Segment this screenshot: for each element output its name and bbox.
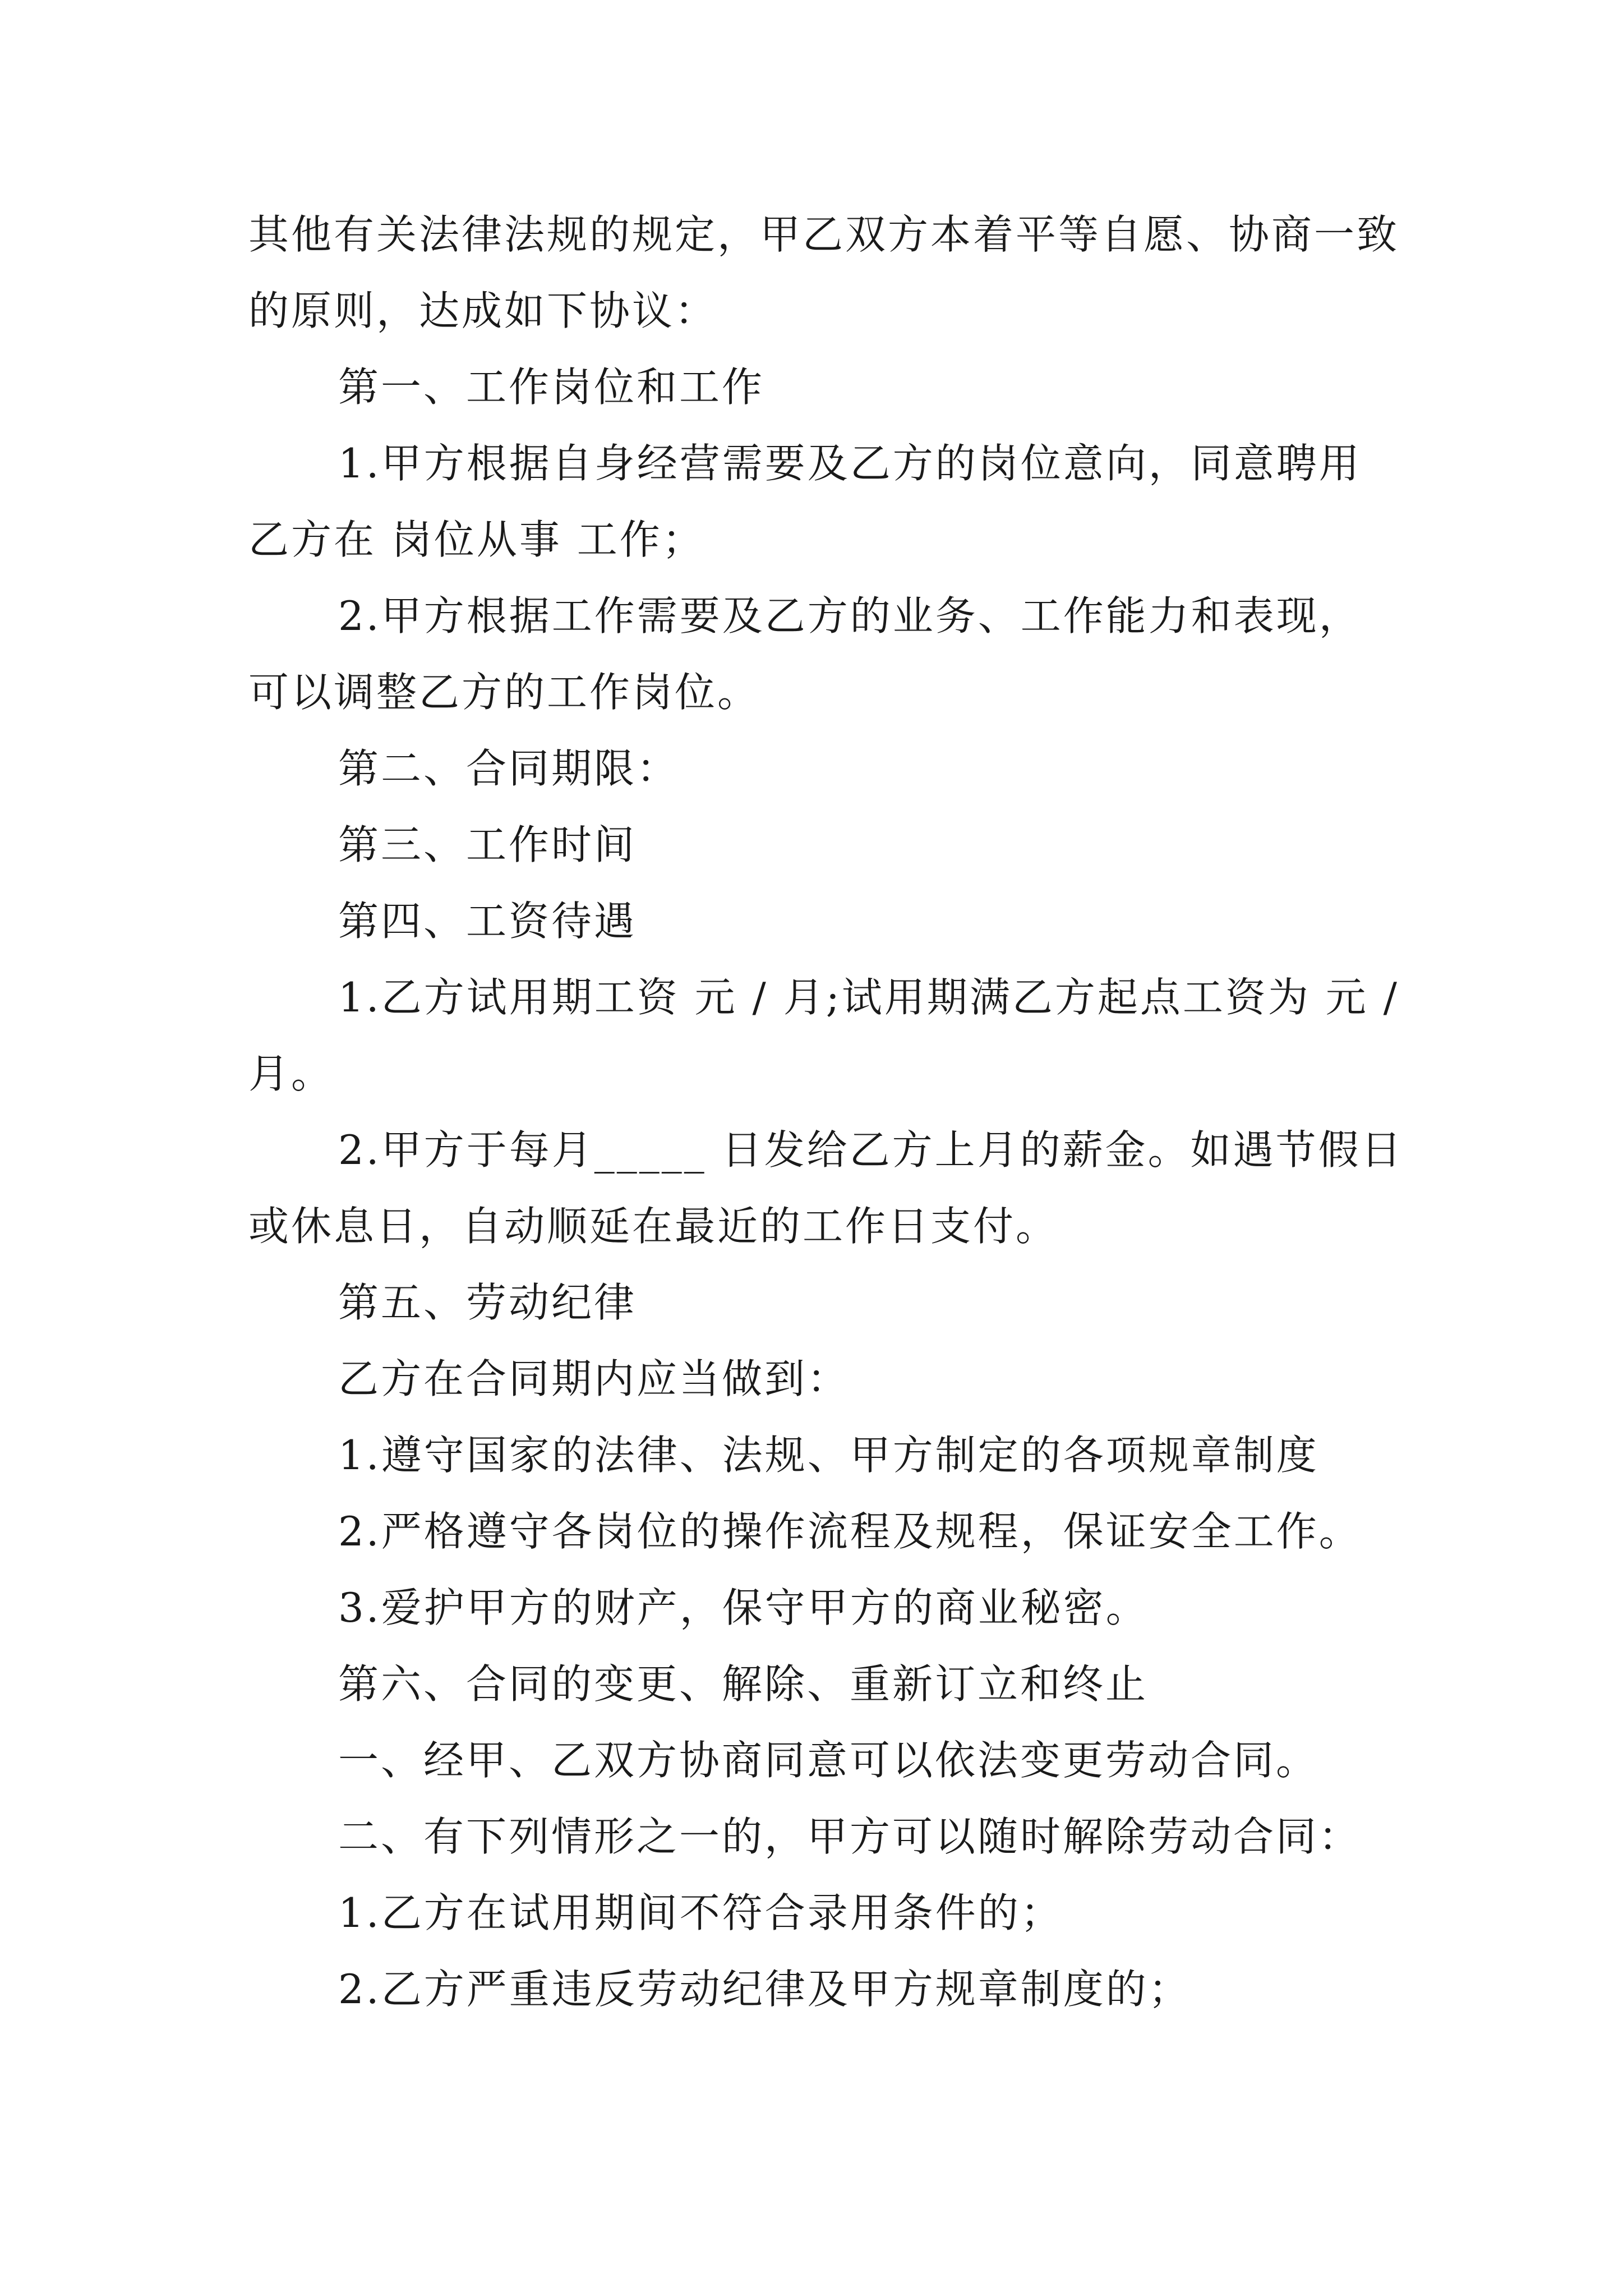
clause-1-1: 1.甲方根据自身经营需要及乙方的岗位意向，同意聘用乙方在 岗位从事 工作； (248, 440, 1362, 563)
clause-1-2: 2.甲方根据工作需要及乙方的业务、工作能力和表现，可以调整乙方的工作岗位。 (248, 592, 1362, 716)
clause-6-2-1: 1.乙方在试用期间不符合录用条件的； (338, 1889, 1063, 1936)
clause-5-1: 1.遵守国家的法律、法规、甲方制定的各项规章制度 (338, 1432, 1319, 1479)
heading-article-2: 第二、合同期限： (338, 745, 680, 792)
clause-6-2: 二、有下列情形之一的，甲方可以随时解除劳动合同： (338, 1813, 1362, 1860)
clause-6-1: 一、经甲、乙双方协商同意可以依法变更劳动合同。 (338, 1737, 1319, 1784)
clause-4-1: 1.乙方试用期工资 元 / 月;试用期满乙方起点工资为 元 / 月。 (248, 974, 1399, 1097)
heading-article-1: 第一、工作岗位和工作 (338, 364, 765, 411)
heading-article-3: 第三、工作时间 (338, 821, 637, 868)
heading-article-5: 第五、劳动纪律 (338, 1279, 637, 1326)
clause-4-2: 2.甲方于每月_____ 日发给乙方上月的薪金。如遇节假日或休息日，自动顺延在最近的工作日支付。 (248, 1126, 1404, 1250)
heading-article-4: 第四、工资待遇 (338, 898, 637, 945)
clause-5-3: 3.爱护甲方的财产，保守甲方的商业秘密。 (338, 1584, 1149, 1631)
document-body (248, 196, 1404, 2027)
clause-6-2-2: 2.乙方严重违反劳动纪律及甲方规章制度的； (338, 1966, 1191, 2013)
heading-article-6: 第六、合同的变更、解除、重新订立和终止 (338, 1660, 1149, 1708)
clause-5-2: 2.严格遵守各岗位的操作流程及规程，保证安全工作。 (338, 1508, 1362, 1555)
clause-5-intro: 乙方在合同期内应当做到： (338, 1355, 850, 1402)
paragraph-intro: 其他有关法律法规的规定，甲乙双方本着平等自愿、协商一致的原则，达成如下协议： (248, 211, 1400, 334)
